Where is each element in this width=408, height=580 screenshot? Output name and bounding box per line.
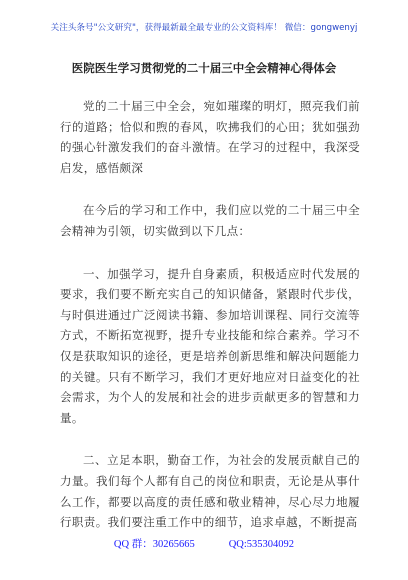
footer-contact bbox=[0, 536, 408, 551]
paragraph-point-2: 二、立足本职，勤奋工作，为社会的发展贡献自己的力量。我们每个人都有自己的岗位和职责，无论是从事什么工作，都要以高度的责任感和敬业精神，尽心尽力地履行职责。我们要注重工作中的细节，追求卓越，不断提高 bbox=[60, 453, 360, 530]
document-title: 医院医生学习贯彻党的二十届三中全会精神心得体会 bbox=[71, 61, 337, 75]
footer-qq-number: QQ:535304092 bbox=[228, 539, 295, 550]
header-banner: 关注头条号"公文研究"，获得最新最全最专业的公文资料库！ 微信：gongwenyj bbox=[50, 23, 358, 33]
document-body bbox=[60, 96, 360, 555]
paragraph-intro: 党的二十届三中全会，宛如璀璨的明灯，照亮我们前行的道路；恰似和煦的春风，吹拂我们的心田；犹如强劲的强心针激发我们的奋斗激情。在学习的过程中，我深受启发，感悟颇深 bbox=[60, 99, 360, 175]
paragraph-lead: 在今后的学习和工作中，我们应以党的二十届三中全会精神为引领，切实做到以下几点： bbox=[60, 203, 360, 238]
paragraph-point-1: 一、加强学习，提升自身素质，积极适应时代发展的要求，我们要不断充实自己的知识储备，紧跟时代步伐，与时俱进通过广泛阅读书籍、参加培训课程、同行交流等方式，不断拓宽视野，提升专业技能和综合素养。学习不仅是获取知识的途径，更是培养创新思维和解决问题能力的关键。只有不断学习，我们才更好地应对日益变化的社会需求，为个人的发展和社会的进步贡献更多的智慧和力量。 bbox=[60, 266, 360, 425]
footer-qq-group: QQ 群：30265665 bbox=[113, 539, 195, 550]
